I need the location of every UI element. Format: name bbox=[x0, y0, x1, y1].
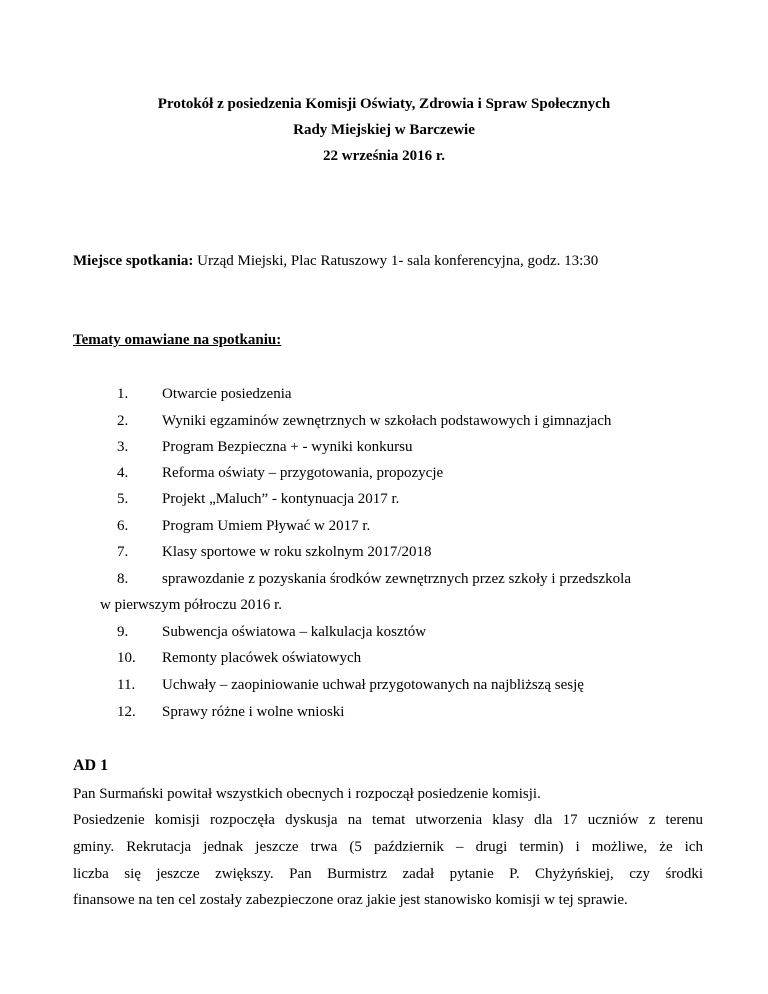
agenda-item-text: Subwencja oświatowa – kalkulacja kosztów bbox=[162, 624, 427, 640]
agenda-item-text: Program Umiem Pływać w 2017 r. bbox=[162, 518, 371, 534]
agenda-item-number: 2. bbox=[117, 413, 129, 429]
agenda-item-number: 7. bbox=[117, 544, 129, 560]
agenda-item-text: Program Bezpieczna + - wyniki konkursu bbox=[162, 439, 413, 455]
agenda-item-number: 1. bbox=[117, 386, 129, 402]
agenda-item-text: Otwarcie posiedzenia bbox=[162, 386, 292, 402]
agenda-item-number: 3. bbox=[117, 439, 129, 455]
agenda-item-text: sprawozdanie z pozyskania środków zewnętrznych przez szkoły i przedszkola bbox=[162, 571, 631, 587]
agenda-item-text: Wyniki egzaminów zewnętrznych w szkołach podstawowych i gimnazjach bbox=[162, 413, 612, 429]
agenda-item-number: 8. bbox=[117, 571, 129, 587]
meeting-place bbox=[73, 253, 598, 270]
agenda-item-number: 12. bbox=[117, 704, 136, 720]
meeting-place-value: Urząd Miejski, Plac Ratuszowy 1- sala konferencyjna, godz. 13:30 bbox=[193, 253, 599, 269]
document-title-line-1: Protokół z posiedzenia Komisji Oświaty, Zdrowia i Spraw Społecznych bbox=[157, 96, 611, 112]
agenda-item-number: 11. bbox=[117, 677, 136, 693]
agenda-item-continuation: w pierwszym półroczu 2016 r. bbox=[100, 597, 283, 613]
agenda-item-text: Uchwały – zaopiniowanie uchwał przygotowanych na najbliższą sesję bbox=[162, 677, 584, 693]
topics-heading: Tematy omawiane na spotkaniu: bbox=[73, 332, 282, 348]
paragraph-line: finansowe na ten cel zostały zabezpieczone oraz jakie jest stanowisko komisji w tej sprawie. bbox=[73, 892, 628, 908]
paragraph-line: liczba się jeszcze zwiększy. Pan Burmistrz zadał pytanie P. Chyżyńskiej, czy środki bbox=[73, 866, 703, 882]
agenda-item-text: Projekt „Maluch” - kontynuacja 2017 r. bbox=[162, 491, 400, 507]
agenda-item-text: Sprawy różne i wolne wnioski bbox=[162, 704, 345, 720]
paragraph-line: Posiedzenie komisji rozpoczęła dyskusja na temat utworzenia klasy dla 17 uczniów z terenu bbox=[73, 812, 703, 828]
agenda-item-text: Klasy sportowe w roku szkolnym 2017/2018 bbox=[162, 544, 432, 560]
agenda-item-number: 5. bbox=[117, 491, 129, 507]
agenda-item-text: Remonty placówek oświatowych bbox=[162, 650, 362, 666]
meeting-place-label: Miejsce spotkania: bbox=[73, 253, 194, 269]
paragraph-line: gminy. Rekrutacja jednak jeszcze trwa (5 październik – drugi termin) i możliwe, że ich bbox=[73, 839, 703, 855]
document-title-line-2: Rady Miejskiej w Barczewie bbox=[293, 122, 475, 138]
agenda-item-number: 4. bbox=[117, 465, 129, 481]
agenda-item-number: 6. bbox=[117, 518, 129, 534]
agenda-item-text: Reforma oświaty – przygotowania, propozycje bbox=[162, 465, 444, 481]
paragraph-line: Pan Surmański powitał wszystkich obecnych i rozpoczął posiedzenie komisji. bbox=[73, 786, 541, 802]
agenda-item-number: 10. bbox=[117, 650, 136, 666]
agenda-item-number: 9. bbox=[117, 624, 129, 640]
document-date: 22 września 2016 r. bbox=[323, 148, 445, 164]
section-heading-ad1: AD 1 bbox=[73, 757, 109, 774]
